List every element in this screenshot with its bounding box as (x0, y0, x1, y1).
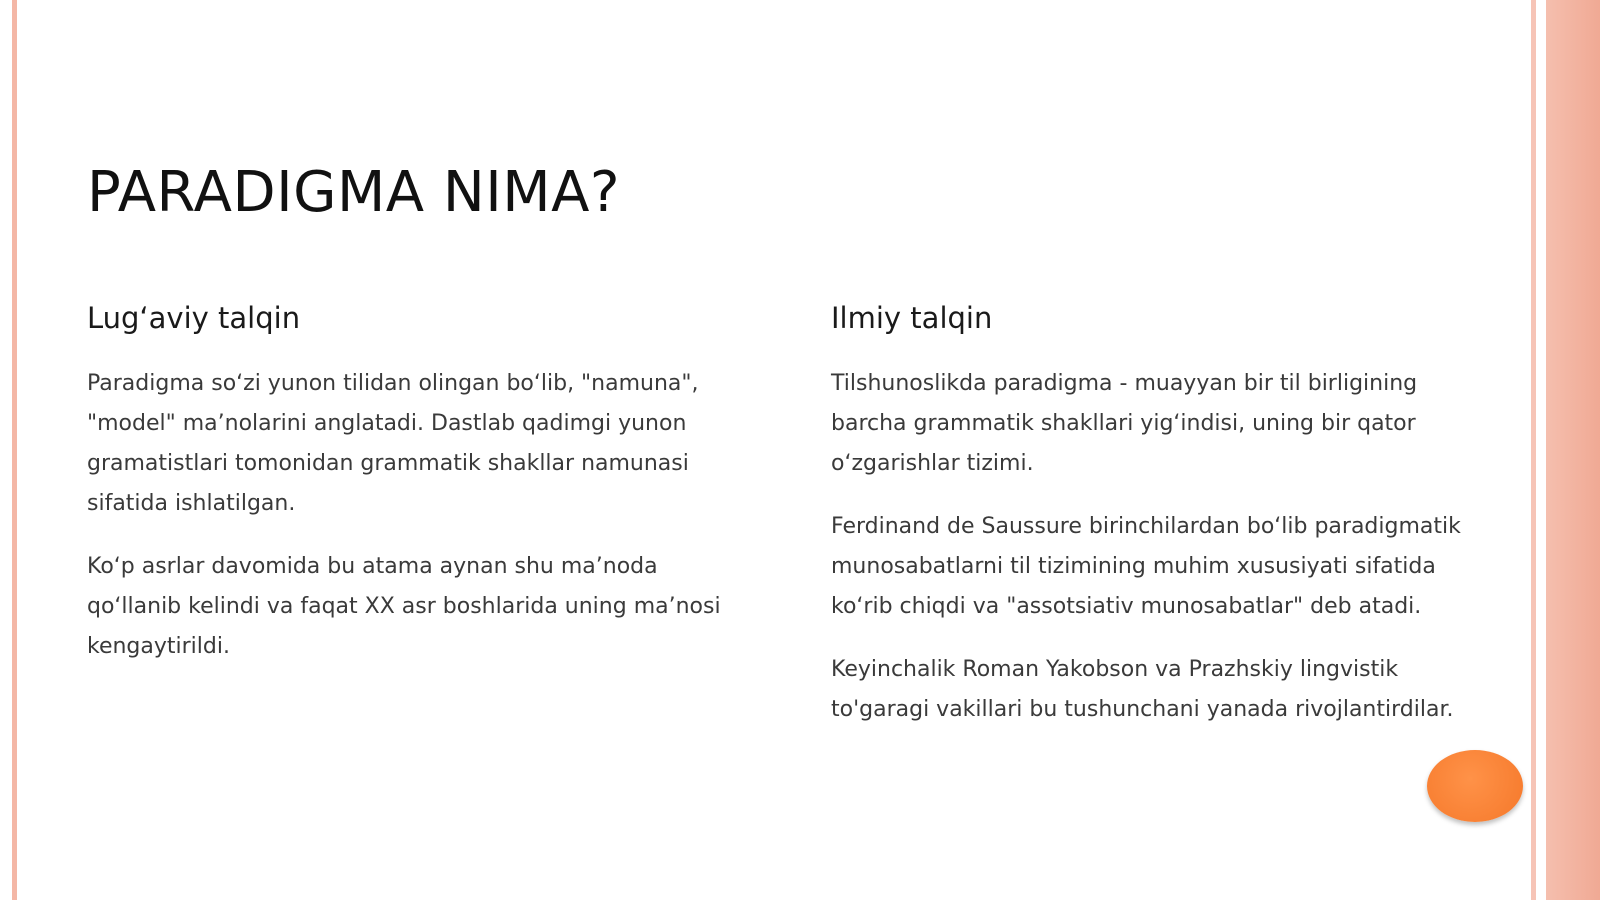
orange-circle-decoration (1427, 750, 1523, 822)
slide-title: PARADIGMA NIMA? (87, 160, 621, 225)
left-column (87, 298, 752, 690)
right-column-heading: Ilmiy talqin (831, 301, 993, 335)
left-column-heading: Lug‘aviy talqin (87, 301, 301, 335)
right-paragraph-2: Ferdinand de Saussure birinchilardan bo‘lib paradigmatik munosabatlarni til tizimining muhim xususiyati sifatida ko‘rib chiqdi va "assotsiativ munosabatlar" deb atadi. (831, 514, 1461, 619)
left-paragraph-2: Ko‘p asrlar davomida bu atama aynan shu ma’noda qo‘llanib kelindi va faqat XX asr boshlarida uning ma’nosi kengaytirildi. (87, 554, 721, 659)
left-paragraph-1: Paradigma so‘zi yunon tilidan olingan bo‘lib, "namuna", "model" ma’nolarini anglatadi. Dastlab qadimgi yunon gramatistlari tomonidan grammatik shakllar namunasi sifatida ishlatilgan. (87, 371, 699, 516)
right-paragraph-1: Tilshunoslikda paradigma - muayyan bir til birligining barcha grammatik shakllari yig‘indisi, uning bir qator o‘zgarishlar tizimi. (831, 371, 1418, 476)
left-border-decoration (12, 0, 17, 900)
right-column (831, 298, 1491, 753)
right-band-decoration (1546, 0, 1600, 900)
right-thin-border-decoration (1531, 0, 1536, 900)
right-paragraph-3: Keyinchalik Roman Yakobson va Prazhskiy lingvistik to'garagi vakillari bu tushunchani yanada rivojlantirdilar. (831, 657, 1454, 722)
